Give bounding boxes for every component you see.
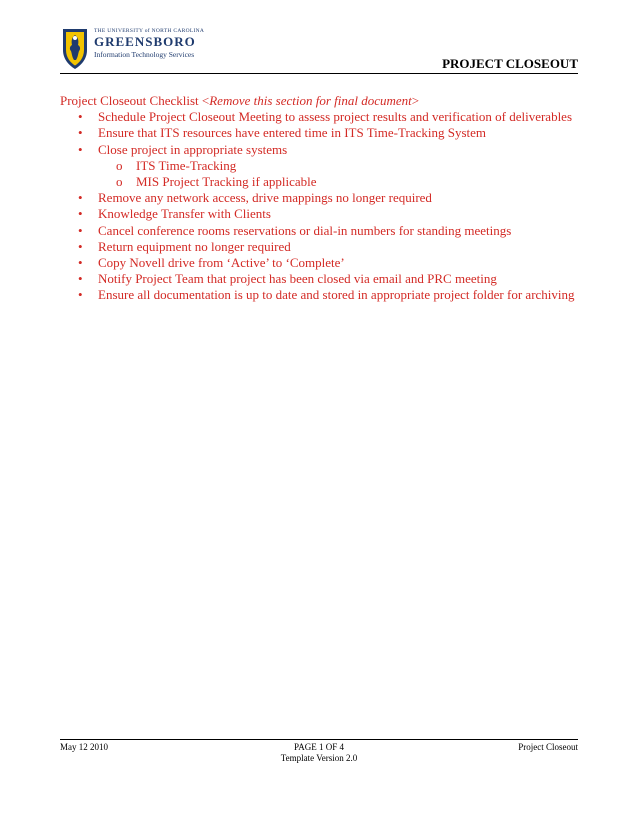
checklist-item-text: Copy Novell drive from ‘Active’ to ‘Complete’	[98, 255, 345, 271]
checklist-section	[60, 93, 580, 304]
footer-page-number: PAGE 1 OF 4	[294, 742, 344, 752]
shield-emblem-icon	[60, 26, 90, 70]
checklist-title-end: >	[411, 93, 420, 108]
bullet-icon: •	[78, 141, 83, 157]
sub-bullet-icon: o	[116, 174, 123, 190]
bullet-icon: •	[78, 255, 83, 271]
bullet-icon: •	[78, 238, 83, 254]
header-divider	[60, 73, 578, 74]
logo-university-line: THE UNIVERSITY of NORTH CAROLINA	[94, 28, 205, 34]
bullet-icon: •	[78, 125, 83, 141]
checklist-subitem-text: MIS Project Tracking if applicable	[136, 174, 317, 190]
checklist-list	[60, 109, 580, 303]
checklist-item	[60, 255, 580, 271]
checklist-item	[60, 206, 580, 222]
checklist-item	[60, 125, 580, 141]
checklist-subitem	[98, 174, 580, 190]
footer-template-version: Template Version 2.0	[280, 753, 358, 763]
bullet-icon: •	[78, 222, 83, 238]
checklist-title-note: Remove this section for final document	[209, 93, 412, 108]
logo-wordmark	[94, 28, 204, 59]
bullet-icon: •	[78, 271, 83, 287]
footer-date: May 12 2010	[60, 742, 108, 752]
checklist-item-text: Ensure all documentation is up to date and stored in appropriate project folder for archiving	[98, 287, 575, 303]
page-title: PROJECT CLOSEOUT	[442, 56, 578, 71]
sub-bullet-icon: o	[116, 157, 123, 173]
logo-its-line: Information Technology Services	[94, 50, 195, 59]
checklist-item	[60, 223, 580, 239]
checklist-item-text: Ensure that ITS resources have entered time in ITS Time-Tracking System	[98, 125, 487, 141]
checklist-item-text: Return equipment no longer required	[98, 238, 291, 254]
checklist-item-text: Knowledge Transfer with Clients	[98, 206, 271, 222]
bullet-icon: •	[78, 206, 83, 222]
checklist-item-text: Close project in appropriate systems	[98, 141, 288, 157]
checklist-item-text: Notify Project Team that project has been closed via email and PRC meeting	[98, 271, 497, 287]
bullet-icon: •	[78, 109, 83, 125]
bullet-icon: •	[78, 190, 83, 206]
checklist-item	[60, 271, 580, 287]
page-footer	[60, 742, 578, 766]
footer-divider	[60, 739, 578, 740]
checklist-item	[60, 287, 580, 303]
uncg-its-logo	[60, 26, 205, 70]
checklist-title	[60, 93, 580, 109]
checklist-item	[60, 190, 580, 206]
checklist-subitem-text: ITS Time-Tracking	[136, 157, 237, 173]
footer-doc-name: Project Closeout	[518, 742, 578, 752]
checklist-item	[60, 109, 580, 125]
logo-greensboro-line: GREENSBORO	[94, 34, 196, 49]
checklist-item-text: Schedule Project Closeout Meeting to assess project results and verification of deliverables	[98, 109, 573, 125]
checklist-title-text: Project Closeout Checklist <	[60, 93, 210, 108]
checklist-subitem	[98, 158, 580, 174]
checklist-item	[60, 142, 580, 191]
bullet-icon: •	[78, 287, 83, 303]
checklist-item	[60, 239, 580, 255]
checklist-item-text: Cancel conference rooms reservations or dial-in numbers for standing meetings	[98, 222, 512, 238]
checklist-sublist	[98, 158, 580, 190]
footer-center	[60, 742, 578, 764]
checklist-item-text: Remove any network access, drive mappings no longer required	[98, 190, 432, 206]
